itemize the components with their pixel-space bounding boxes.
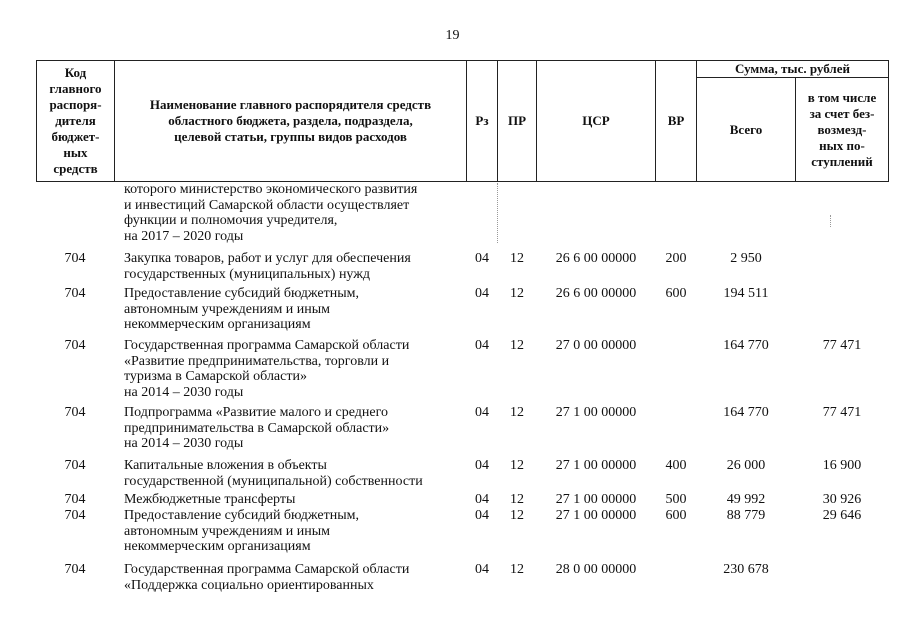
row-name: Закупка товаров, работ и услуг для обеспечения государственных (муниципальных) нужд [124,251,411,282]
header-code-line: ных [63,145,88,160]
row-pr: 12 [510,251,524,266]
header-total: Всего [729,121,763,137]
header-code-line: средств [53,161,98,176]
header-code-line: дителя [55,113,96,128]
row-total: 230 678 [723,562,769,577]
row-incl: 77 471 [822,338,862,353]
row-csr: 26 6 00 00000 [555,286,637,301]
header-incl-line: ных по- [819,137,865,153]
header-code-line: распоря- [49,97,102,112]
row-incl: 30 926 [822,492,862,507]
row-rz: 04 [475,286,489,301]
row-csr: 27 1 00 00000 [555,492,637,507]
row-incl: 29 646 [822,508,862,523]
header-code-line: главного [49,81,102,96]
col-line-8 [888,60,889,182]
row-name: которого министерство экономического развития и инвестиций Самарской области осуществляет функции и полномочия учредителя, на 2017 – 2020 годы [124,182,418,244]
header-csr: ЦСР [582,113,610,128]
header-name-line: областного бюджета, раздела, подраздела, [168,113,413,128]
header-incl-line: ступлений [811,153,873,169]
row-code: 704 [64,562,86,577]
row-total: 2 950 [730,251,762,266]
row-csr: 27 0 00 00000 [555,338,637,353]
row-name: Предоставление субсидий бюджетным, автономным учреждениям и иным некоммерческим организациям [124,508,360,554]
row-code: 704 [64,492,86,507]
row-rz: 04 [475,492,489,507]
row-vr: 200 [665,251,687,266]
header-incl-line: в том числе [807,89,877,105]
row-name: Капитальные вложения в объекты государственной (муниципальной) собственности [124,458,423,489]
row-vr: 500 [665,492,687,507]
row-total: 88 779 [726,508,766,523]
header-incl-line: за счет без- [809,105,875,121]
page-number: 19 [445,28,460,43]
row-incl: 77 471 [822,405,862,420]
row-csr: 28 0 00 00000 [555,562,637,577]
row-rz: 04 [475,405,489,420]
row-rz: 04 [475,508,489,523]
row-vr: 600 [665,286,687,301]
header-rz: Рз [475,113,489,128]
row-code: 704 [64,338,86,353]
row-pr: 12 [510,492,524,507]
header-incl-line: возмезд- [817,121,867,137]
row-pr: 12 [510,508,524,523]
header-vr: ВР [667,113,685,128]
row-code: 704 [64,286,86,301]
header-name-line: Наименование главного распорядителя средств [149,97,432,112]
row-total: 49 992 [726,492,766,507]
row-code: 704 [64,405,86,420]
header-pr: ПР [507,113,527,128]
header-name [115,61,466,181]
row-code: 704 [64,251,86,266]
row-csr: 27 1 00 00000 [555,458,637,473]
header-code [37,61,114,181]
row-csr: 26 6 00 00000 [555,251,637,266]
row-csr: 27 1 00 00000 [555,508,637,523]
row-total: 194 511 [723,286,769,301]
row-pr: 12 [510,338,524,353]
row-name: Предоставление субсидий бюджетным, автономным учреждениям и иным некоммерческим организациям [124,286,360,332]
row-code: 704 [64,458,86,473]
row-name: Государственная программа Самарской области «Развитие предпринимательства, торговли и туризма в Самарской области» на 2014 – 2030 годы [124,338,410,400]
row-rz: 04 [475,562,489,577]
header-incl [796,78,888,181]
header-name-line: целевой статьи, группы видов расходов [174,129,407,144]
dotted-separator [497,183,499,243]
row-rz: 04 [475,458,489,473]
row-pr: 12 [510,458,524,473]
row-name: Межбюджетные трансферты [124,492,296,507]
dotted-separator [830,215,832,227]
row-total: 164 770 [723,338,769,353]
header-code-line: бюджет- [51,129,100,144]
header-sum: Сумма, тыс. рублей [735,61,850,76]
row-code: 704 [64,508,86,523]
row-rz: 04 [475,338,489,353]
row-csr: 27 1 00 00000 [555,405,637,420]
row-incl: 16 900 [822,458,862,473]
row-name: Подпрограмма «Развитие малого и среднего предпринимательства в Самарской области» на 2014 – 2030 годы [124,405,390,451]
row-pr: 12 [510,405,524,420]
row-pr: 12 [510,286,524,301]
row-pr: 12 [510,562,524,577]
row-vr: 400 [665,458,687,473]
row-vr: 600 [665,508,687,523]
row-total: 164 770 [723,405,769,420]
row-name: Государственная программа Самарской области «Поддержка социально ориентированных [124,562,410,593]
row-rz: 04 [475,251,489,266]
header-code-line: Код [64,65,87,80]
row-total: 26 000 [726,458,766,473]
